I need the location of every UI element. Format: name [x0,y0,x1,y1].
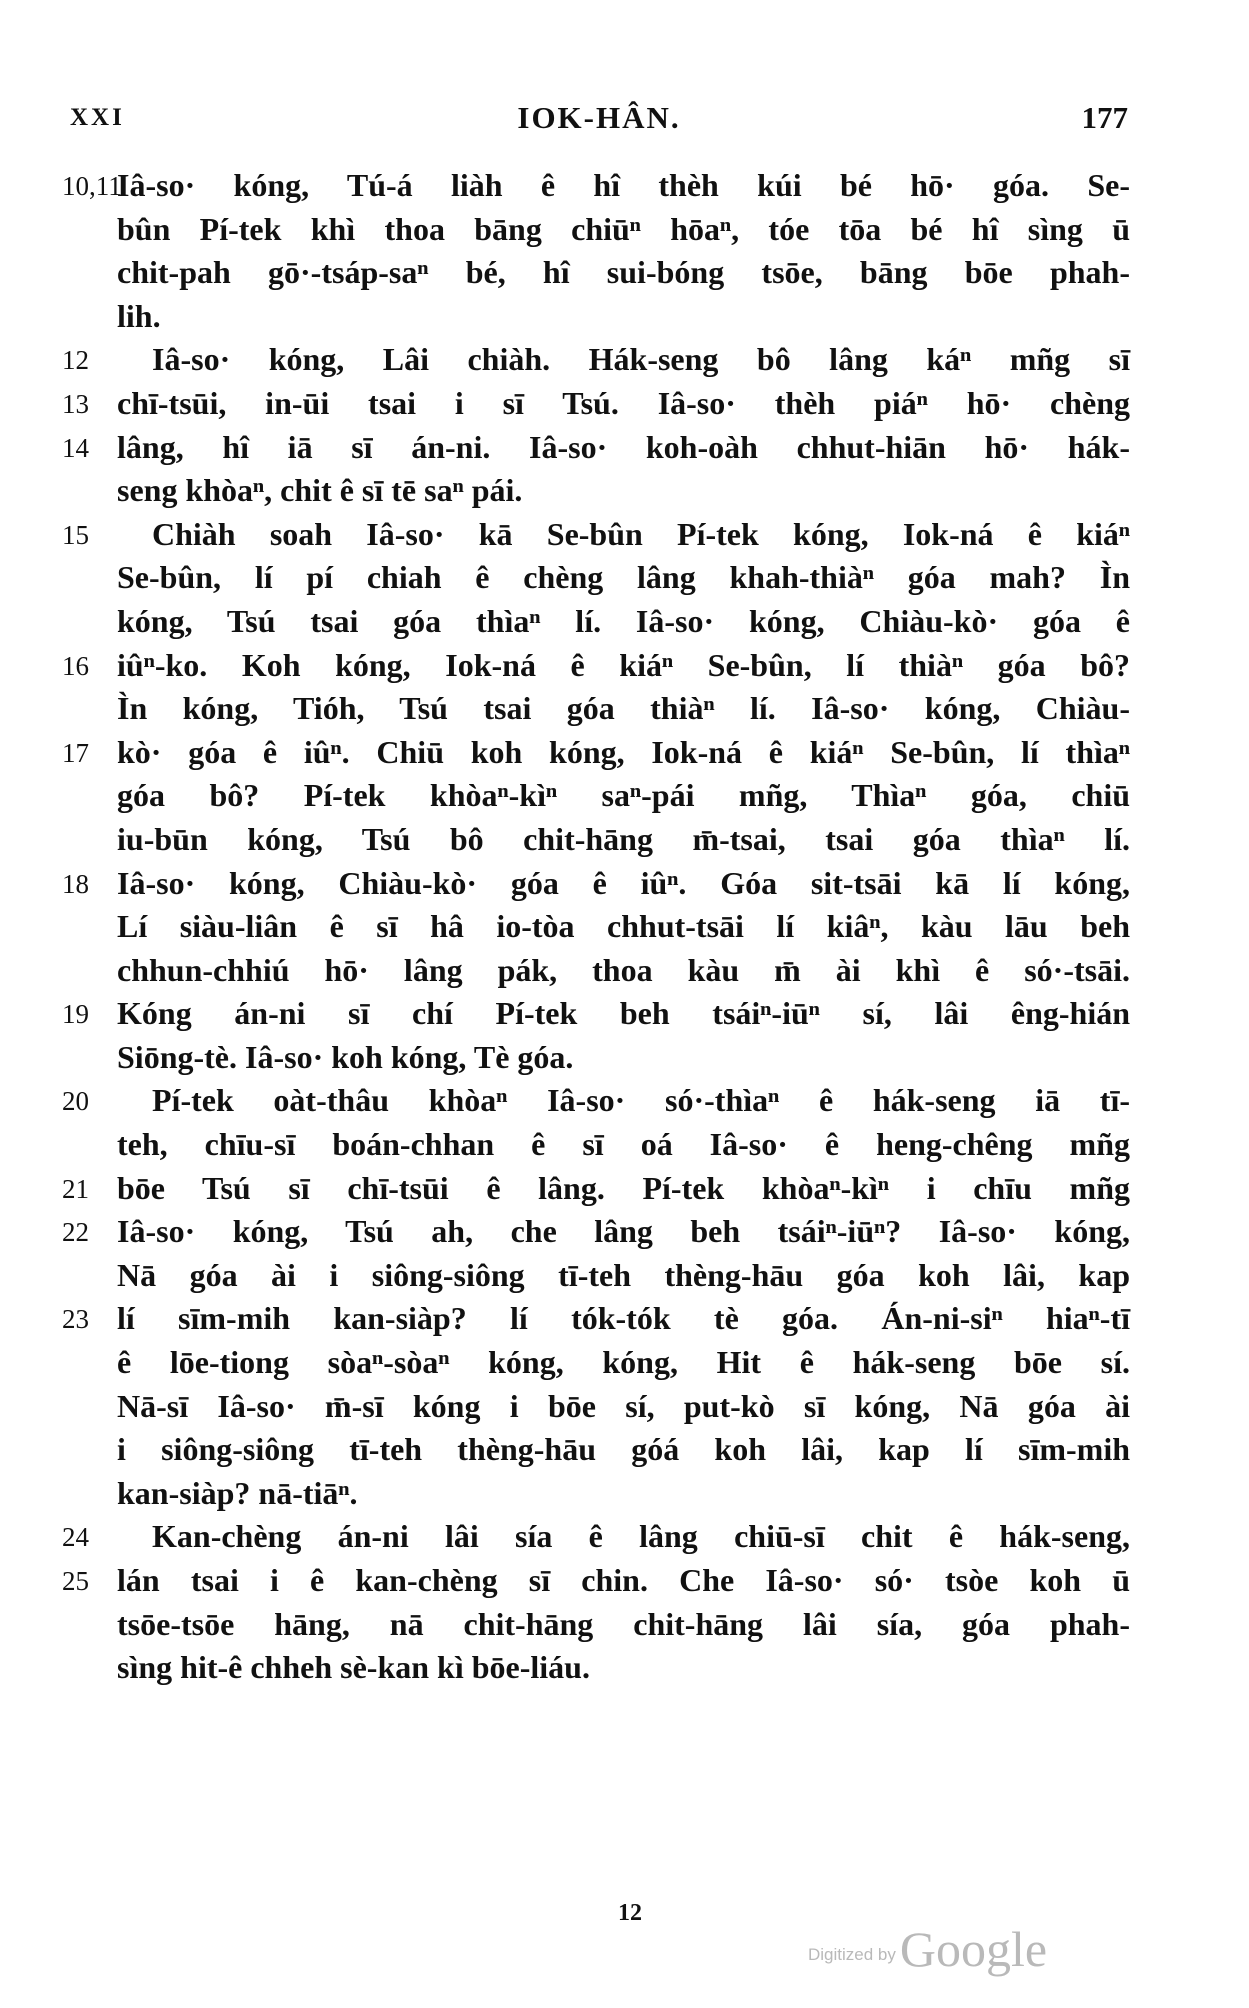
line-text: kò· góa ê iûⁿ. Chiū koh kóng, Iok-ná ê kiáⁿ Se-bûn, lí thìaⁿ [117,733,1130,770]
text-body [0,167,1249,1693]
verse-number: 21 [62,1173,89,1204]
digitized-by-label: Digitized by [808,1945,896,1964]
text-line [0,559,1249,603]
text-line [0,690,1249,734]
line-text: chit-pah gō·-tsáp-saⁿ bé, hî sui-bóng tsōe, bāng bōe phah- [117,254,1130,291]
signature-mark: 12 [618,1900,642,1926]
text-line [0,1170,1249,1214]
text-line [0,167,1249,211]
verse-number: 25 [62,1566,89,1596]
verse-number: 24 [62,1522,89,1553]
text-line [0,734,1249,778]
page-number: 177 [1081,100,1128,135]
text-line [0,254,1249,298]
line-text: i siông-siông tī-teh thèng-hāu góá koh lâi, kap lí sīm-mih [117,1431,1130,1468]
line-text: lih. [117,297,161,334]
line-text: bōe Tsú sī chī-tsūi ê lâng. Pí-tek khòaⁿ-kìⁿ i chīu mñg [117,1169,1130,1206]
line-text: Iâ-so· kóng, Chiàu-kò· góa ê iûⁿ. Góa sit-tsāi kā lí kóng, [117,864,1130,901]
line-text: chhun-chhiú hō· lâng pák, thoa kàu m̄ ài khì ê só·-tsāi. [117,951,1130,988]
text-line [0,821,1249,865]
page-header [70,100,1128,140]
text-line [0,429,1249,473]
line-text: iu-būn kóng, Tsú bô chit-hāng m̄-tsai, tsai góa thìaⁿ lí. [117,820,1130,857]
line-text: Ìn kóng, Tióh, Tsú tsai góa thiàⁿ lí. Iâ-so· kóng, Chiàu- [117,690,1130,727]
text-line [0,1257,1249,1301]
google-logo: Google [899,1921,1048,1977]
text-line [0,1082,1249,1126]
line-text: Iâ-so· kóng, Lâi chiàh. Hák-seng bô lâng káⁿ mñg sī [152,341,1130,378]
verse-number: 16 [62,650,89,681]
text-line [0,1213,1249,1257]
text-line [0,1300,1249,1344]
text-line [0,995,1249,1039]
verse-number: 20 [62,1086,89,1117]
line-text: seng khòaⁿ, chit ê sī tē saⁿ pái. [117,472,523,509]
line-text: Iâ-so· kóng, Tú-á liàh ê hî thèh kúi bé hō· góa. Se- [117,167,1130,203]
verse-number: 14 [62,432,89,463]
line-text: Kan-chèng án-ni lâi sía ê lâng chiū-sī chit ê hák-seng, [152,1518,1130,1555]
text-line [0,1475,1249,1519]
line-text: Siōng-tè. Iâ-so· koh kóng, Tè góa. [117,1038,574,1075]
text-line [0,516,1249,560]
line-text: chī-tsūi, in-ūi tsai i sī Tsú. Iâ-so· thèh piáⁿ hō· chèng [117,384,1130,421]
verse-number: 23 [62,1304,89,1335]
verse-number: 10,11 [62,171,122,201]
line-text: kan-siàp? nā-tiāⁿ. [117,1474,358,1511]
line-text: lâng, hî iā sī án-ni. Iâ-so· koh-oàh chhut-hiān hō· hák- [117,428,1130,465]
text-line [0,865,1249,909]
digitized-watermark [808,1920,1047,1980]
running-title: IOK-HÂN. [517,100,681,135]
line-text: Nā-sī Iâ-so· m̄-sī kóng i bōe sí, put-kò sī kóng, Nā góa ài [117,1387,1130,1424]
text-line [0,1126,1249,1170]
line-text: lí sīm-mih kan-siàp? lí tók-tók tè góa. Án-ni-siⁿ hiaⁿ-tī [117,1300,1130,1337]
line-text: iûⁿ-ko. Koh kóng, Iok-ná ê kiáⁿ Se-bûn, lí thiàⁿ góa bô? [117,646,1130,683]
line-text: Chiàh soah Iâ-so· kā Se-bûn Pí-tek kóng, Iok-ná ê kiáⁿ [152,515,1130,552]
line-text: bûn Pí-tek khì thoa bāng chiūⁿ hōaⁿ, tóe tōa bé hî sìng ū [117,210,1130,247]
verse-number: 15 [62,519,89,550]
line-text: tsōe-tsōe hāng, nā chit-hāng chit-hāng lâi sía, góa phah- [117,1605,1130,1642]
line-text: Se-bûn, lí pí chiah ê chèng lâng khah-thiàⁿ góa mah? Ìn [117,559,1130,596]
text-line [0,472,1249,516]
text-line [0,211,1249,255]
line-text: sìng hit-ê chheh sè-kan kì bōe-liáu. [117,1649,590,1686]
text-line [0,647,1249,691]
verse-number: 22 [62,1217,89,1248]
verse-number: 18 [62,868,89,899]
line-text: kóng, Tsú tsai góa thìaⁿ lí. Iâ-so· kóng, Chiàu-kò· góa ê [117,602,1130,639]
verse-number: 12 [62,345,89,376]
line-text: Nā góa ài i siông-siông tī-teh thèng-hāu góa koh lâi, kap [117,1256,1130,1293]
line-text: Kóng án-ni sī chí Pí-tek beh tsáiⁿ-iūⁿ sí, lâi êng-hián [117,995,1130,1032]
line-text: Iâ-so· kóng, Tsú ah, che lâng beh tsáiⁿ-iūⁿ? Iâ-so· kóng, [117,1213,1130,1250]
text-line [0,1606,1249,1650]
text-line [0,1562,1249,1606]
text-line [0,1039,1249,1083]
text-line [0,385,1249,429]
verse-number: 19 [62,999,89,1030]
text-line [0,952,1249,996]
verse-number: 17 [62,737,89,768]
line-text: lán tsai i ê kan-chèng sī chin. Che Iâ-so· só· tsòe koh ū [117,1562,1130,1598]
text-line [0,1649,1249,1693]
text-line [0,1518,1249,1562]
text-line [0,1344,1249,1388]
text-line [0,298,1249,342]
text-line [0,341,1249,385]
text-line [0,908,1249,952]
text-line [0,1388,1249,1432]
line-text: góa bô? Pí-tek khòaⁿ-kìⁿ saⁿ-pái mñg, Thìaⁿ góa, chiū [117,777,1130,814]
line-text: Lí siàu-liân ê sī hâ io-tòa chhut-tsāi lí kiâⁿ, kàu lāu beh [117,908,1130,945]
line-text: Pí-tek oàt-thâu khòaⁿ Iâ-so· só·-thìaⁿ ê hák-seng iā tī- [152,1082,1130,1119]
line-text: ê lōe-tiong sòaⁿ-sòaⁿ kóng, kóng, Hit ê hák-seng bōe sí. [117,1344,1130,1381]
verse-number: 13 [62,388,89,419]
text-line [0,603,1249,647]
chapter-number: XXI [70,104,125,131]
line-text: teh, chīu-sī boán-chhan ê sī oá Iâ-so· ê heng-chêng mñg [117,1126,1130,1163]
text-line [0,777,1249,821]
text-line [0,1431,1249,1475]
